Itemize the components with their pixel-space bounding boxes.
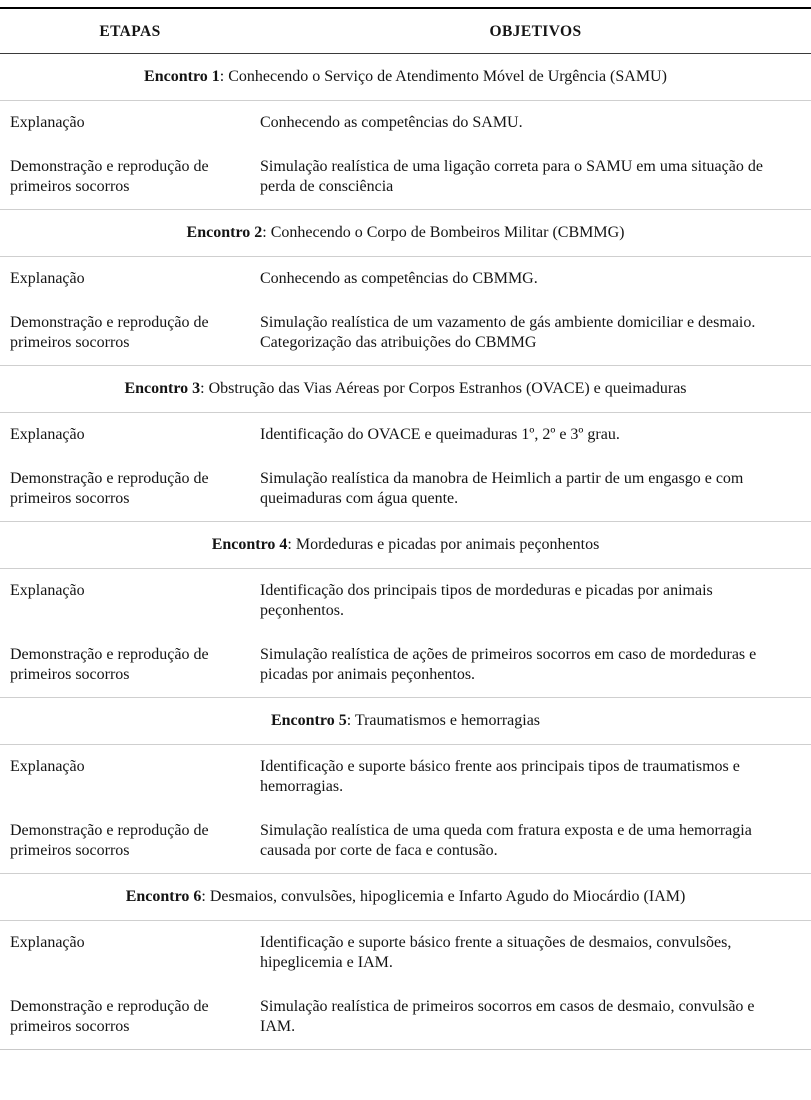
cell-etapa: Demonstração e reprodução de primeiros socorros: [10, 998, 209, 1036]
table-row: [0, 457, 811, 521]
table-row: [0, 985, 811, 1049]
cell-etapa: Demonstração e reprodução de primeiros socorros: [10, 470, 209, 508]
cell-objetivo: Conhecendo as competências do CBMMG.: [260, 270, 538, 288]
column-header-etapas: ETAPAS: [99, 23, 161, 40]
cell-objetivo: Identificação e suporte básico frente aos principais tipos de traumatismos e hemorragias.: [260, 758, 740, 796]
table-row: [0, 413, 811, 457]
cell-objetivo: Simulação realística da manobra de Heimlich a partir de um engasgo e com queimaduras com água quente.: [260, 470, 744, 508]
section-title-text-5: : Traumatismos e hemorragias: [346, 712, 541, 730]
section-header-encontro-3: [0, 365, 811, 413]
cell-objetivo: Simulação realística de primeiros socorros em casos de desmaio, convulsão e IAM.: [260, 998, 755, 1036]
section-title-encontro-6: Encontro 6: [125, 888, 202, 906]
cell-etapa: Demonstração e reprodução de primeiros socorros: [10, 646, 209, 684]
section-title-encontro-1: Encontro 1: [144, 68, 220, 86]
section-header-encontro-6: [0, 873, 811, 921]
cell-etapa: Explanação: [10, 934, 85, 952]
cell-objetivo: Identificação do OVACE e queimaduras 1º, 2º e 3º grau.: [260, 426, 620, 444]
cell-objetivo: Simulação realística de uma queda com fratura exposta e de uma hemorragia causada por corte de faca e contusão.: [260, 822, 752, 860]
section-title-encontro-3: Encontro 3: [124, 380, 201, 398]
section-header-encontro-4: [0, 521, 811, 569]
table-row: [0, 145, 811, 209]
cell-etapa: Explanação: [10, 426, 85, 444]
cell-objetivo: Simulação realística de um vazamento de gás ambiente domiciliar e desmaio. Categorização das atribuições do CBMMG: [260, 314, 756, 352]
section-title-encontro-2: Encontro 2: [186, 224, 263, 242]
cell-objetivo: Simulação realística de uma ligação correta para o SAMU em uma situação de perda de consciência: [260, 158, 763, 196]
table-row: [0, 257, 811, 301]
schedule-table: [0, 7, 811, 1050]
section-title-text-4: : Mordeduras e picadas por animais peçonhentos: [287, 536, 600, 554]
cell-etapa: Demonstração e reprodução de primeiros socorros: [10, 822, 209, 860]
table-row: [0, 921, 811, 985]
section-header-encontro-2: [0, 209, 811, 257]
cell-objetivo: Identificação dos principais tipos de mordeduras e picadas por animais peçonhentos.: [260, 582, 713, 620]
cell-etapa: Explanação: [10, 758, 85, 776]
section-title-encontro-4: Encontro 4: [211, 536, 288, 554]
cell-objetivo: Simulação realística de ações de primeiros socorros em caso de mordeduras e picadas por animais peçonhentos.: [260, 646, 757, 684]
section-title-text-3: : Obstrução das Vias Aéreas por Corpos Estranhos (OVACE) e queimaduras: [200, 380, 687, 398]
table-row: [0, 101, 811, 145]
table-row: [0, 745, 811, 809]
table-row: [0, 633, 811, 697]
cell-etapa: Explanação: [10, 270, 85, 288]
section-title-text-6: : Desmaios, convulsões, hipoglicemia e Infarto Agudo do Miocárdio (IAM): [201, 888, 686, 906]
section-header-encontro-1: [0, 54, 811, 101]
cell-etapa: Explanação: [10, 582, 85, 600]
table-row: [0, 809, 811, 873]
section-title-text-1: : Conhecendo o Serviço de Atendimento Móvel de Urgência (SAMU): [219, 68, 667, 86]
cell-etapa: Explanação: [10, 114, 85, 132]
section-header-encontro-5: [0, 697, 811, 745]
cell-etapa: Demonstração e reprodução de primeiros socorros: [10, 158, 209, 196]
column-header-objetivos: OBJETIVOS: [489, 23, 582, 40]
section-title-encontro-5: Encontro 5: [270, 712, 347, 730]
table-header-row: [0, 9, 811, 54]
table-row: [0, 569, 811, 633]
cell-objetivo: Conhecendo as competências do SAMU.: [260, 114, 523, 132]
cell-etapa: Demonstração e reprodução de primeiros socorros: [10, 314, 209, 352]
table-row: [0, 301, 811, 365]
section-title-text-2: : Conhecendo o Corpo de Bombeiros Militar (CBMMG): [262, 224, 625, 242]
cell-objetivo: Identificação e suporte básico frente a situações de desmaios, convulsões, hipeglicemia e IAM.: [260, 934, 732, 972]
